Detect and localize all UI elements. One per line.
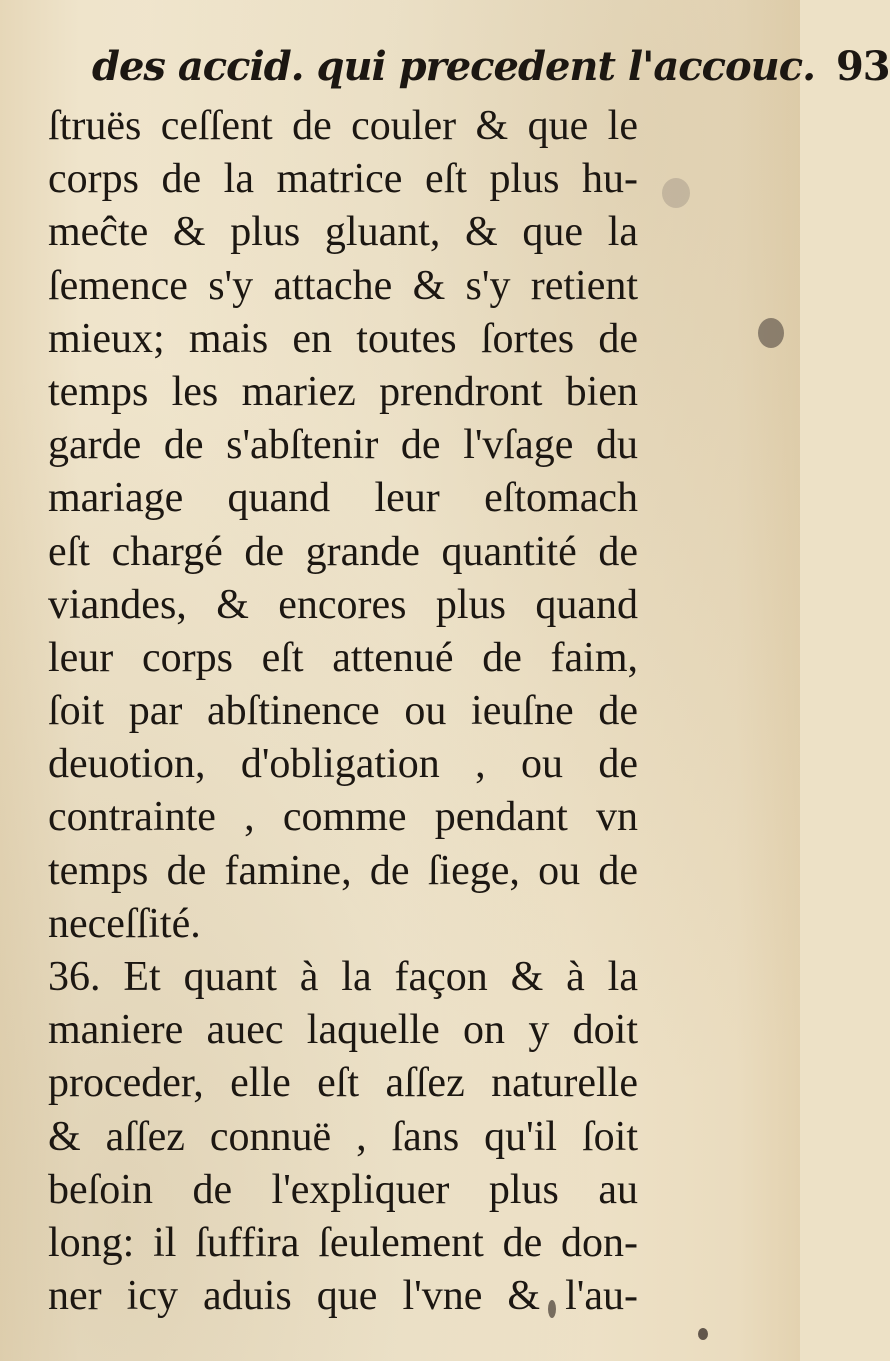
page-number: 93 [835, 43, 890, 90]
ink-stain [758, 318, 784, 348]
text-line: 36. Et quant à la façon & à la [48, 954, 638, 1000]
text-line: mieux; mais en toutes ſortes de [48, 315, 638, 362]
text-line: ner icy aduis que l'vne & l'au- [48, 1273, 638, 1320]
text-line: eſt chargé de grande quantité de [48, 528, 638, 575]
text-line: mariage quand leur eſtomach [48, 475, 638, 522]
text-line: ſtruës ceſſent de couler & que le [48, 103, 638, 149]
text-line: neceſſité. [48, 900, 201, 947]
text-line: ſemence s'y attache & s'y retient [48, 262, 638, 309]
text-line: temps de famine, de ſiege, ou de [48, 847, 638, 894]
text-line: proceder, elle eſt aſſez naturelle [48, 1060, 638, 1107]
running-header [92, 40, 890, 94]
body-text [48, 100, 638, 1323]
text-line: long: il ſuffira ſeulement de don- [48, 1219, 638, 1266]
text-line: corps de la matrice eſt plus hu- [48, 156, 638, 203]
text-line: viandes, & encores plus quand [48, 581, 638, 628]
text-line: ſoit par abſtinence ou ieuſne de [48, 688, 638, 735]
text-line: temps les mariez prendront bien [48, 368, 638, 415]
text-line: meĉte & plus gluant, & que la [48, 209, 638, 256]
text-line: deuotion, d'obligation , ou de [48, 741, 638, 788]
text-line: maniere auec laquelle on y doit [48, 1007, 638, 1054]
text-line: contrainte , comme pendant vn [48, 794, 638, 841]
text-line: leur corps eſt attenué de faim, [48, 634, 638, 681]
text-line: beſoin de l'expliquer plus au [48, 1166, 638, 1213]
ink-spot [698, 1328, 708, 1340]
paper-stain [662, 178, 690, 208]
running-title: des accid. qui precedent l'accouc. [92, 43, 815, 90]
text-line: & aſſez connuë , ſans qu'il ſoit [48, 1113, 638, 1160]
text-line: garde de s'abſtenir de l'vſage du [48, 422, 638, 469]
